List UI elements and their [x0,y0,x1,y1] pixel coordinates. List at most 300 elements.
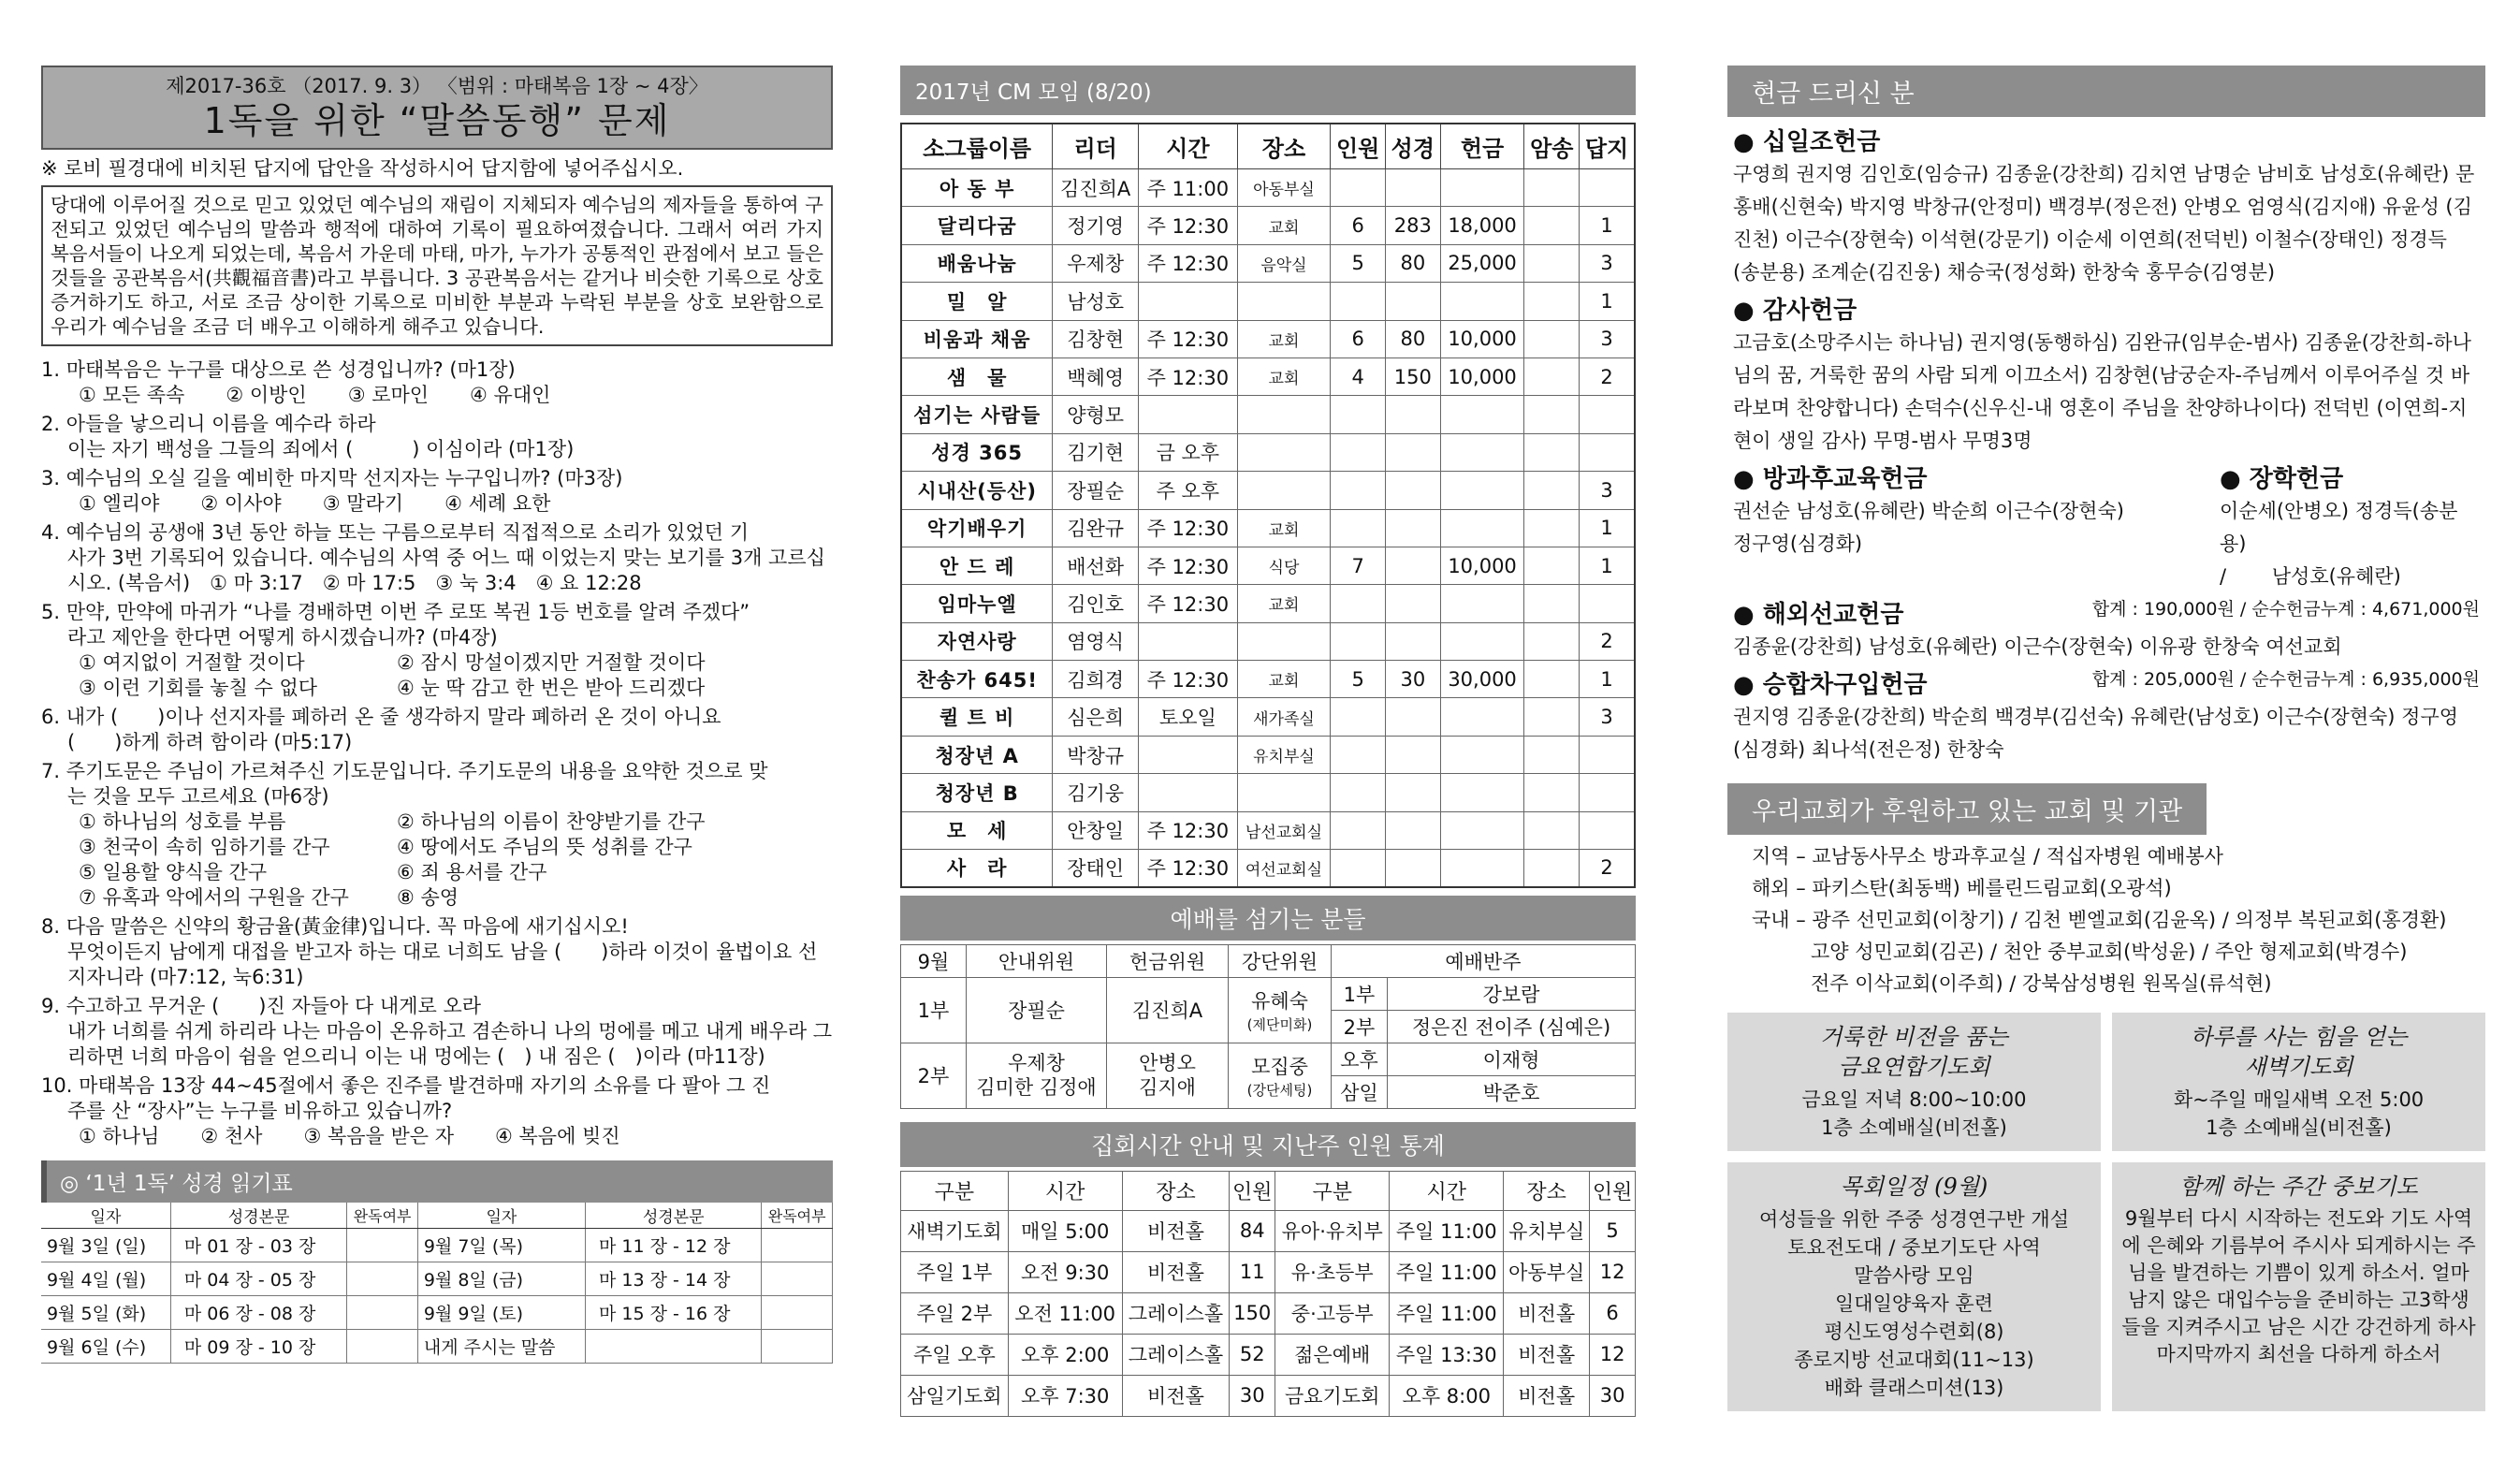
table-cell: 내게 주시는 말씀 [417,1330,585,1364]
table-cell: 주 12:30 [1138,244,1237,282]
box-body: 9월부터 다시 시작하는 전도와 기도 사역에 은혜와 기름부어 주시사 되게하시는 주님을 발견하는 기쁨이 있게 하소서. 얼마남지 않은 대입수능을 준비하는 고3학생들을 지켜주시고 남은 시간 강건하게 하사 마지막까지 최선을 다하게 하소서 [2121,1207,2476,1365]
table-cell: 시내산(등산) [901,472,1053,509]
schedule-box [1727,1162,2101,1411]
table-cell [1237,774,1331,811]
cm-col-header: 장소 [1237,124,1331,169]
table-cell: 비전홀 [1504,1334,1590,1375]
table-cell: 1 [1580,207,1635,244]
table-cell: 장필순 [1053,472,1139,509]
table-cell: 2 [1580,850,1635,887]
table-row [901,207,1635,244]
table-cell: 3 [1580,244,1635,282]
table-cell [1138,283,1237,320]
table-cell [1331,622,1386,660]
option: ⑦ 유혹과 악에서의 구원을 간구 [79,886,349,909]
table-cell: 마 01 장 - 03 장 [170,1229,346,1262]
table-cell [1385,850,1440,887]
table-cell: 3 [1580,320,1635,357]
table-cell [762,1330,833,1364]
support-list [1727,835,2485,1005]
table-cell [585,1330,761,1364]
table-cell: 80 [1385,244,1440,282]
table-cell [1385,698,1440,736]
box-line: 배화 클래스미션(13) [1824,1377,2004,1399]
bus-heading: ● 승합차구입헌금 [1733,671,1928,699]
table-cell: 교회 [1237,320,1331,357]
table-cell: 정기영 [1053,207,1139,244]
question-body: 라고 제안을 한다면 어떻게 하시겠습니까? (마4장) [67,626,498,649]
stat-col-header: 인원 [1590,1171,1636,1210]
table-cell: 주일 11:00 [1390,1251,1504,1292]
question-item [41,705,833,755]
page-title: 1독을 위한 “말씀동행” 문제 [203,100,671,141]
box-title: 하루를 사는 힘을 얻는 새벽기도회 [2190,1024,2408,1080]
table-cell: 25,000 [1440,244,1524,282]
table-cell: 9월 9일 (토) [417,1296,585,1330]
table-cell [1524,169,1580,207]
accomp-name: 강보람 [1388,977,1636,1010]
table-cell: 성경 365 [901,433,1053,471]
table-cell: 주 12:30 [1138,547,1237,584]
table-cell: 삼일기도회 [901,1375,1009,1416]
table-row [901,811,1635,849]
table-cell: 주일 1부 [901,1251,1009,1292]
table-cell: 6 [1331,207,1386,244]
table-cell [1524,547,1580,584]
offer-header: 헌금위원 [1107,944,1229,977]
reading-col-header: 완독여부 [762,1203,833,1229]
table-cell [1385,811,1440,849]
table-cell: 그레이스홀 [1122,1292,1230,1334]
box-line: 종로지방 선교대회(11~13) [1794,1349,2034,1371]
mission-names: 김종윤(강찬희) 남성호(유혜란) 이근수(장현숙) 이유광 한창숙 여선교회 [1733,635,2342,658]
table-cell [347,1330,418,1364]
table-cell: 비전홀 [1122,1375,1230,1416]
table-row [901,283,1635,320]
table-cell: 오후 2:00 [1008,1334,1122,1375]
table-cell [762,1229,833,1262]
podium-header: 강단위원 [1229,944,1332,977]
table-row [41,1262,833,1296]
serve-offer: 김진희A [1107,977,1229,1043]
dawn-prayer-box [2112,1013,2485,1151]
table-row [901,1251,1636,1292]
serve-month: 9월 [901,944,967,977]
table-cell: 비전홀 [1504,1375,1590,1416]
table-cell [1524,320,1580,357]
option: ⑧ 송영 [397,886,459,909]
table-cell [1580,433,1635,471]
stat-col-header: 구분 [901,1171,1009,1210]
table-cell [1524,736,1580,773]
table-cell: 김희경 [1053,661,1139,698]
accomp-name: 이재형 [1388,1043,1636,1075]
table-cell: 교회 [1237,207,1331,244]
table-cell [762,1296,833,1330]
table-cell: 새벽기도회 [901,1210,1009,1251]
table-cell: 마 13 장 - 14 장 [585,1262,761,1296]
afterschool-names: 권선순 남성호(유혜란) 박순희 이근수(장현숙) [1733,500,2124,522]
support-line: 국내 – 광주 선민교회(이창기) / 김천 벧엘교회(김윤옥) / 의정부 복된교회(홍경환) [1752,909,2447,931]
table-cell: 우제창 [1053,244,1139,282]
option: ① 모든 족속 [79,384,185,406]
option: ④ 눈 딱 감고 한 번은 받아 드리겠다 [397,677,706,699]
cm-col-header: 소그룹이름 [901,124,1053,169]
cm-col-header: 답지 [1580,124,1635,169]
table-cell: 김기웅 [1053,774,1139,811]
table-cell: 마 11 장 - 12 장 [585,1229,761,1262]
table-cell: 주일 13:30 [1390,1334,1504,1375]
table-cell: 80 [1385,320,1440,357]
table-cell: 유치부실 [1504,1210,1590,1251]
scholarship-names: / 남성호(유혜란) [2220,565,2401,588]
table-cell [347,1296,418,1330]
serve-guide: 우제창 김미한 김정애 [967,1043,1107,1108]
quiz-column [41,66,833,1364]
table-cell: 1 [1580,661,1635,698]
table-cell: 김완규 [1053,509,1139,547]
giving-list [1727,117,2485,770]
stat-col-header: 장소 [1504,1171,1590,1210]
question-body: 주를 산 “장사”는 누구를 비유하고 있습니까? [67,1100,453,1122]
table-cell: 유아·유치부 [1275,1210,1390,1251]
table-cell: 마 15 장 - 16 장 [585,1296,761,1330]
table-cell [1237,283,1331,320]
box-line: 금요일 저녁 8:00~10:00 [1801,1088,2027,1111]
table-cell: 모 세 [901,811,1053,849]
table-cell [1524,207,1580,244]
table-cell: 5 [1590,1210,1636,1251]
question-text: 8. 다음 말씀은 신약의 황금율(黃金律)입니다. 꼭 마음에 새기십시오! [41,915,629,938]
table-cell: 9월 3일 (일) [41,1229,170,1262]
table-cell: 주 11:00 [1138,169,1237,207]
table-row [901,244,1635,282]
table-cell [1580,396,1635,433]
table-cell [1524,396,1580,433]
table-cell: 5 [1331,661,1386,698]
table-cell [1385,283,1440,320]
quiz-header [41,66,833,150]
table-cell: 배선화 [1053,547,1139,584]
table-cell [1580,811,1635,849]
serve-row-label: 2부 [901,1043,967,1108]
table-cell: 교회 [1237,357,1331,395]
table-cell: 매일 5:00 [1008,1210,1122,1251]
table-row [41,1330,833,1364]
intro-text: 당대에 이루어질 것으로 믿고 있었던 예수님의 재림이 지체되자 예수님의 제자들을 통하여 구전되고 있었던 예수님의 말씀과 행적에 대하여 기록이 필요하여졌습니다. 그래서 여러 가지 복음서들이 나오게 되었는데, 복음서 가운데 마태, 마가, 누가가 공통적인 관점에서 보고 들은 것들을 공관복음서(共觀福音書)라고 부릅니다. 3 공관복음서는 같거나 비슷한 기록으로 상호 증거하기도 하고, 서로 조금 상이한 기록으로 미비한 부분과 누락된 부분을 상호 보완함으로 우리가 예수님을 조금 더 배우고 이해하게 해주고 있습니다. [41,185,833,346]
question-text: 1. 마태복음은 누구를 대상으로 쓴 성경입니까? (마1장) [41,358,516,381]
table-cell: 오후 8:00 [1390,1375,1504,1416]
table-cell [1237,433,1331,471]
serve-row-label: 1부 [901,977,967,1043]
scholarship-heading: ● 장학헌금 [2220,465,2344,493]
table-cell [1440,736,1524,773]
table-cell: 1 [1580,547,1635,584]
option: ④ 땅에서도 주님의 뜻 성취를 간구 [397,836,692,858]
table-cell: 6 [1331,320,1386,357]
cm-col-header: 리더 [1053,124,1139,169]
table-cell: 주 12:30 [1138,661,1237,698]
table-cell: 52 [1230,1334,1275,1375]
table-cell: 6 [1590,1292,1636,1334]
table-cell: 주 12:30 [1138,811,1237,849]
table-cell: 식당 [1237,547,1331,584]
table-cell: 달리다굼 [901,207,1053,244]
table-cell [762,1262,833,1296]
table-cell: 사 라 [901,850,1053,887]
table-cell: 음악실 [1237,244,1331,282]
table-row [901,357,1635,395]
table-cell [1440,585,1524,622]
podium-note: (강단세팅) [1246,1081,1313,1099]
reading-col-header: 성경본문 [585,1203,761,1229]
bus-names: 권지영 김종윤(강찬희) 박순희 백경부(김선숙) 유혜란(남성호) 이근수(장현숙) 정구영 (심경화) 최나석(전은정) 한창숙 [1733,706,2459,761]
scholarship-block [2220,458,2480,593]
option: ③ 말라기 [322,492,404,515]
table-cell: 비전홀 [1122,1251,1230,1292]
option: ④ 복음에 빚진 [495,1125,620,1147]
table-row [41,1229,833,1262]
table-cell [1440,472,1524,509]
table-cell: 금 오후 [1138,433,1237,471]
podium-name: 유혜숙 [1251,989,1308,1013]
table-cell: 주 12:30 [1138,207,1237,244]
afterschool-heading: ● 방과후교육헌금 [1733,465,1928,493]
question-text: 4. 예수님의 공생애 3년 동안 하늘 또는 구름으로부터 직접적으로 소리가 있었던 기 [41,521,749,544]
table-cell [1524,509,1580,547]
table-cell: 오전 9:30 [1008,1251,1122,1292]
reading-col-header: 일자 [417,1203,585,1229]
box-line: 여성들을 위한 주중 성경연구반 개설 [1759,1208,2069,1231]
option: ③ 로마인 [347,384,430,406]
table-row [901,850,1635,887]
reading-table-title: ◎ ‘1년 1독’ 성경 읽기표 [41,1160,833,1203]
table-cell: 84 [1230,1210,1275,1251]
stat-col-header: 장소 [1122,1171,1230,1210]
table-cell: 주 12:30 [1138,850,1237,887]
option: ① 엘리야 [79,492,160,515]
table-cell: 9월 7일 (목) [417,1229,585,1262]
question-item [41,1073,833,1149]
table-cell [1331,169,1386,207]
table-cell [1331,774,1386,811]
question-body: 내가 너희를 쉬게 하리라 나는 마음이 온유하고 겸손하니 나의 멍에를 메고 내게 배우라 그리하면 너희 마음이 쉼을 얻으리니 이는 내 멍에는 ( ) 내 짐은 ( )이라 (마11장) [67,1020,833,1068]
afterschool-names: 정구영(심경화) [1733,533,1863,555]
serve-podium2 [1229,1043,1332,1108]
table-cell: 9월 6일 (수) [41,1330,170,1364]
stat-col-header: 시간 [1008,1171,1122,1210]
notice-boxes [1727,1013,2485,1411]
question-options [41,810,833,911]
table-row [901,661,1635,698]
table-cell: 주일 11:00 [1390,1210,1504,1251]
question-item [41,520,833,596]
table-cell [1331,509,1386,547]
table-cell [1440,169,1524,207]
question-text: 9. 수고하고 무거운 ( )진 자들아 다 내게로 오라 [41,995,482,1017]
support-title: 우리교회가 후원하고 있는 교회 및 기관 [1727,783,2207,835]
question-text: 7. 주기도문은 주님이 가르쳐주신 기도문입니다. 주기도문의 내용을 요약한 것으로 맞 [41,760,768,782]
table-cell: 주 12:30 [1138,357,1237,395]
question-item [41,466,833,517]
table-row [901,509,1635,547]
table-cell: 백혜영 [1053,357,1139,395]
table-row [901,774,1635,811]
table-cell [1237,622,1331,660]
table-cell [1385,396,1440,433]
table-cell: 중·고등부 [1275,1292,1390,1334]
table-cell [1331,698,1386,736]
table-cell: 30 [1385,661,1440,698]
table-cell: 찬송가 645! [901,661,1053,698]
option: ⑤ 일용할 양식을 간구 [79,861,268,883]
reading-col-header: 완독여부 [347,1203,418,1229]
question-body: 는 것을 모두 고르세요 (마6장) [67,785,329,808]
question-item [41,759,833,911]
table-cell: 김진희A [1053,169,1139,207]
table-cell: 아동부실 [1237,169,1331,207]
question-text: 10. 마태복음 13장 44~45절에서 좋은 진주를 발견하매 자기의 소유를 다 팔아 그 진 [41,1074,771,1097]
table-cell: 30 [1590,1375,1636,1416]
afterschool-block [1733,458,2220,593]
accomp-label: 삼일 [1332,1075,1388,1108]
serve-table [900,944,1636,1109]
option: ⑥ 죄 용서를 간구 [397,861,547,883]
intercession-box [2112,1162,2485,1411]
table-cell: 유치부실 [1237,736,1331,773]
table-cell [1331,736,1386,773]
option: ④ 유대인 [470,384,551,406]
table-cell: 3 [1580,698,1635,736]
table-cell [1331,585,1386,622]
table-cell: 7 [1331,547,1386,584]
option: ③ 이런 기회를 놓칠 수 없다 [79,677,318,699]
box-line: 평신도영성수련회(8) [1824,1320,2004,1343]
table-cell: 장태인 [1053,850,1139,887]
thanks-heading: ● 감사헌금 [1733,297,1857,325]
podium-name: 모집중 [1251,1055,1308,1078]
serve-podium1 [1229,977,1332,1043]
table-cell: 양형모 [1053,396,1139,433]
table-cell [1385,472,1440,509]
table-cell: 마 04 장 - 05 장 [170,1262,346,1296]
table-cell: 4 [1331,357,1386,395]
table-cell: 30 [1230,1375,1275,1416]
question-text: 2. 아들을 낳으리니 이름을 예수라 하라 [41,413,376,435]
serve-title: 예배를 섬기는 분들 [900,896,1636,941]
table-cell [1524,774,1580,811]
table-cell: 주일 2부 [901,1292,1009,1334]
table-cell: 18,000 [1440,207,1524,244]
table-row [901,1210,1636,1251]
stat-col-header: 인원 [1230,1171,1275,1210]
table-cell [1524,283,1580,320]
table-cell [347,1262,418,1296]
table-cell: 2 [1580,357,1635,395]
table-cell: 150 [1230,1292,1275,1334]
table-row [901,320,1635,357]
table-cell: 샘 물 [901,357,1053,395]
table-cell: 비움과 채움 [901,320,1053,357]
table-cell: 주 12:30 [1138,585,1237,622]
table-cell: 박창규 [1053,736,1139,773]
table-cell [1331,396,1386,433]
table-cell: 남성호 [1053,283,1139,320]
table-cell [1524,811,1580,849]
table-cell: 주 오후 [1138,472,1237,509]
question-options [41,650,833,701]
question-body: 사가 3번 기록되어 있습니다. 예수님의 사역 중 어느 때 이었는지 맞는 보기를 3개 고르십시오. (복음서) ① 마 3:17 ② 마 17:5 ③ 눅 3:4 ④ 요 12:28 [67,547,825,594]
table-row [901,547,1635,584]
table-cell: 11 [1230,1251,1275,1292]
option: ② 잠시 망설이겠지만 거절할 것이다 [397,651,706,674]
table-cell [1524,585,1580,622]
bus-sum: 합계 : 205,000원 / 순수헌금누계 : 6,935,000원 [2091,669,2480,690]
table-row [901,396,1635,433]
table-cell [1385,736,1440,773]
table-cell: 염영식 [1053,622,1139,660]
question-body: 이는 자기 백성을 그들의 죄에서 ( ) 이심이라 (마1장) [67,438,575,460]
support-line: 지역 – 교남동사무소 방과후교실 / 적십자병원 예배봉사 [1752,845,2223,868]
table-cell: 비전홀 [1504,1292,1590,1334]
table-cell: 마 09 장 - 10 장 [170,1330,346,1364]
table-row [901,698,1635,736]
table-row [901,169,1635,207]
table-row [901,1375,1636,1416]
box-line: 1층 소예배실(비전홀) [1821,1116,2007,1139]
option: ① 하나님 [79,1125,160,1147]
table-cell: 5 [1331,244,1386,282]
table-cell: 1 [1580,283,1635,320]
table-cell: 금요기도회 [1275,1375,1390,1416]
option: ③ 천국이 속히 임하기를 간구 [79,836,330,858]
giving-column [1727,66,2485,1411]
table-cell [1385,433,1440,471]
table-cell: 안 드 레 [901,547,1053,584]
table-cell: 여선교회실 [1237,850,1331,887]
table-cell: 그레이스홀 [1122,1334,1230,1375]
table-cell [1385,622,1440,660]
table-cell: 마 06 장 - 08 장 [170,1296,346,1330]
table-cell [1524,698,1580,736]
box-line: 일대일양육자 훈련 [1835,1292,1993,1315]
table-cell [1440,509,1524,547]
table-cell [1138,622,1237,660]
table-cell: 교회 [1237,585,1331,622]
box-line: 화~주일 매일새벽 오전 5:00 [2173,1088,2425,1111]
question-item [41,357,833,408]
box-line: 토요전도대 / 중보기도단 사역 [1787,1236,2041,1259]
table-cell: 밀 알 [901,283,1053,320]
meetings-column [900,66,1636,1417]
reading-col-header: 일자 [41,1203,170,1229]
question-text: 3. 예수님의 오실 길을 예비한 마지막 선지자는 누구입니까? (마3장) [41,467,623,489]
box-title: 함께 하는 주간 중보기도 [2179,1174,2418,1200]
table-cell: 청장년 B [901,774,1053,811]
cm-col-header: 시간 [1138,124,1237,169]
table-cell [1385,547,1440,584]
question-text: 5. 만약, 만약에 마귀가 “나를 경배하면 이번 주 로또 복권 1등 번호를 알려 주겠다” [41,601,750,623]
table-cell [1440,283,1524,320]
table-cell: 섬기는 사람들 [901,396,1053,433]
table-cell [1440,774,1524,811]
question-list [41,357,833,1149]
tithe-names: 구영희 권지영 김인호(임승규) 김종윤(강찬희) 김치연 남명순 남비호 남성호(유혜란) 문홍배(신현숙) 박지영 박창규(안정미) 백경부(정은전) 안병오 엄영식(김지애) 유윤성 (김진천) 이근수(장현숙) 이석현(강문기) 이순세 이연희(전덕빈) 이철수(장태인) 정경득 (송분용) 조계순(김진웅) 채승국(정성화) 한창숙 홍무승(김영분) [1733,163,2475,284]
table-cell: 주 12:30 [1138,509,1237,547]
table-row [901,736,1635,773]
stat-table [900,1171,1636,1417]
table-cell: 오전 11:00 [1008,1292,1122,1334]
